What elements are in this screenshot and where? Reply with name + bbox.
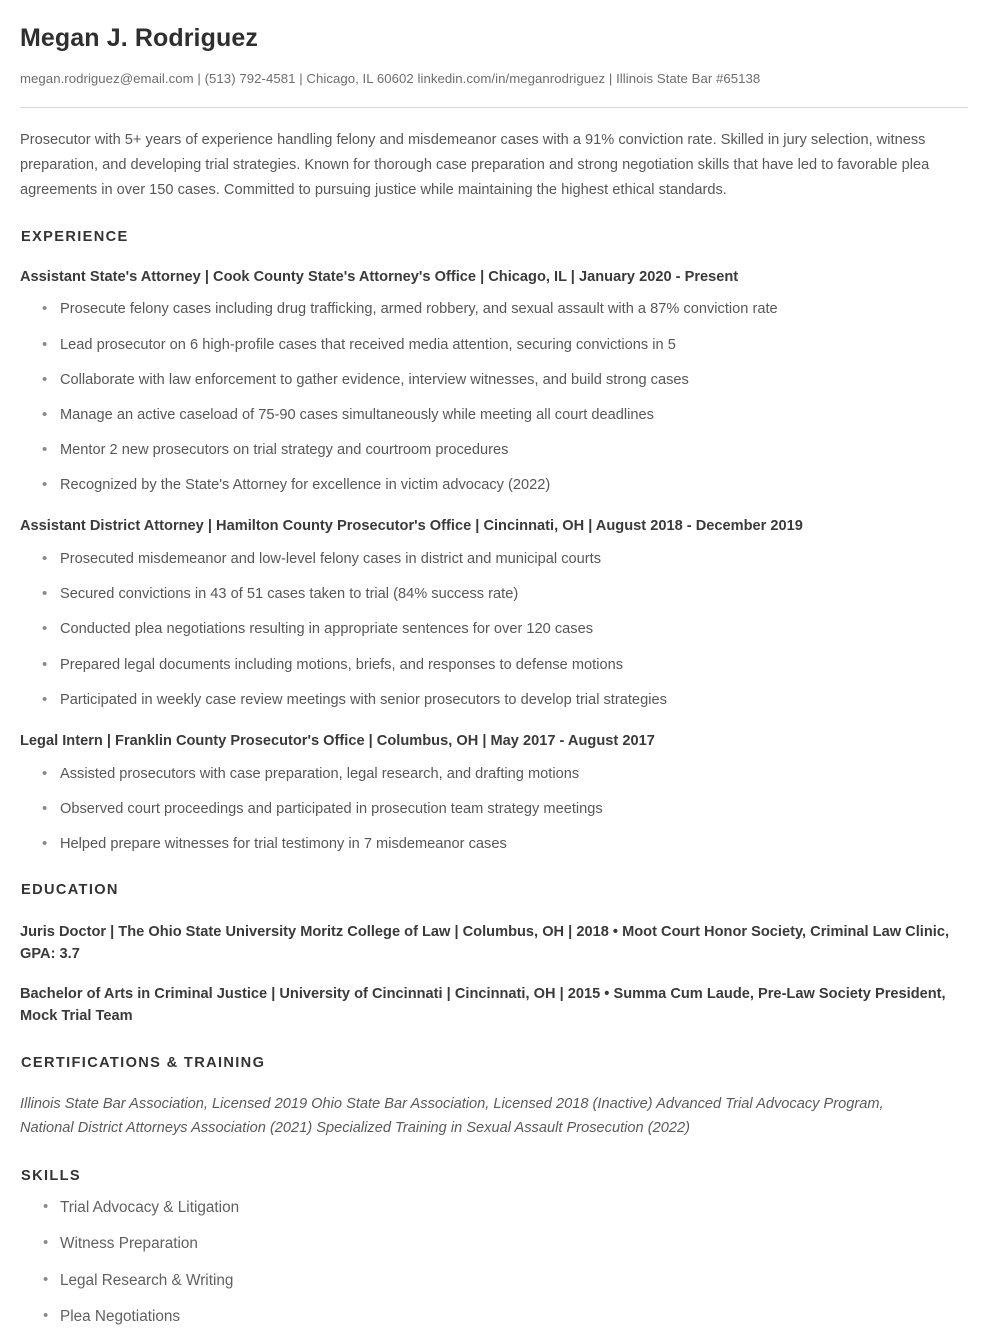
list-item: • Prosecute felony cases including drug trafficking, armed robbery, and sexual assault with a 87% conviction rate (20, 299, 969, 320)
certifications-text: Illinois State Bar Association, Licensed 2019 Ohio State Bar Association, Licensed 2018 (Inactive) Advanced Trial Advocacy Program, National District Attorneys Association (2021) Specialized Training in Sexual Assault Prosecution (2022) (20, 1096, 884, 1137)
experience-entry (20, 517, 969, 710)
list-item: • Prosecuted misdemeanor and low-level felony cases in district and municipal courts (20, 549, 969, 570)
section-heading-skills: SKILLS (21, 1168, 81, 1185)
education-entry: Bachelor of Arts in Criminal Justice | University of Cincinnati | Cincinnati, OH | 2015 • Summa Cum Laude, Pre-Law Society President, Mock Trial Team (20, 985, 946, 1025)
list-item: • Plea Negotiations (20, 1306, 969, 1329)
section-heading-education: EDUCATION (21, 882, 119, 899)
section-skills (20, 1168, 969, 1329)
section-education (20, 882, 969, 1028)
list-item: • Assisted prosecutors with case preparation, legal research, and drafting motions (20, 764, 969, 785)
job-bullet-list (20, 549, 969, 711)
education-entry: Juris Doctor | The Ohio State University Moritz College of Law | Columbus, OH | 2018 • Moot Court Honor Society, Criminal Law Clinic, GPA: 3.7 (20, 923, 950, 963)
page-title: Megan J. Rodriguez (20, 24, 258, 52)
list-item: • Observed court proceedings and participated in prosecution team strategy meetings (20, 799, 969, 820)
header-divider (20, 107, 968, 108)
section-heading-certifications: CERTIFICATIONS & TRAINING (21, 1054, 266, 1071)
section-certifications (20, 1055, 969, 1141)
section-experience (20, 229, 969, 855)
job-bullet-list (20, 764, 969, 855)
list-item: • Witness Preparation (20, 1233, 969, 1256)
list-item: • Manage an active caseload of 75-90 cases simultaneously while meeting all court deadlines (20, 405, 969, 426)
list-item: • Collaborate with law enforcement to gather evidence, interview witnesses, and build strong cases (20, 370, 969, 391)
list-item: • Legal Research & Writing (20, 1270, 969, 1293)
job-title: Assistant State's Attorney | Cook County State's Attorney's Office | Chicago, IL | January 2020 - Present (20, 268, 739, 285)
professional-summary: Prosecutor with 5+ years of experience handling felony and misdemeanor cases with a 91% conviction rate. Skilled in jury selection, witness preparation, and developing trial strategies. Known for thorough case preparation and strong negotiation skills that have led to favorable plea agreements in over 150 cases. Committed to pursuing justice while maintaining the highest ethical standards. (20, 131, 930, 198)
skills-list (20, 1197, 969, 1329)
list-item: • Helped prepare witnesses for trial testimony in 7 misdemeanor cases (20, 834, 969, 855)
job-title: Assistant District Attorney | Hamilton County Prosecutor's Office | Cincinnati, OH | August 2018 - December 2019 (20, 518, 803, 535)
section-heading-experience: EXPERIENCE (21, 229, 129, 246)
experience-entry (20, 268, 969, 497)
list-item: • Mentor 2 new prosecutors on trial strategy and courtroom procedures (20, 440, 969, 461)
contact-line: megan.rodriguez@email.com | (513) 792-4581 | Chicago, IL 60602 linkedin.com/in/meganrodriguez | Illinois State Bar #65138 (20, 70, 761, 86)
experience-entry (20, 732, 969, 855)
list-item: • Recognized by the State's Attorney for excellence in victim advocacy (2022) (20, 475, 969, 496)
list-item: • Conducted plea negotiations resulting in appropriate sentences for over 120 cases (20, 619, 969, 640)
list-item: • Lead prosecutor on 6 high-profile cases that received media attention, securing convictions in 5 (20, 335, 969, 356)
job-bullet-list (20, 299, 969, 496)
list-item: • Participated in weekly case review meetings with senior prosecutors to develop trial strategies (20, 690, 969, 711)
list-item: • Prepared legal documents including motions, briefs, and responses to defense motions (20, 655, 969, 676)
list-item: • Trial Advocacy & Litigation (20, 1197, 969, 1220)
list-item: • Secured convictions in 43 of 51 cases taken to trial (84% success rate) (20, 584, 969, 605)
job-title: Legal Intern | Franklin County Prosecutor's Office | Columbus, OH | May 2017 - August 2017 (20, 732, 655, 749)
